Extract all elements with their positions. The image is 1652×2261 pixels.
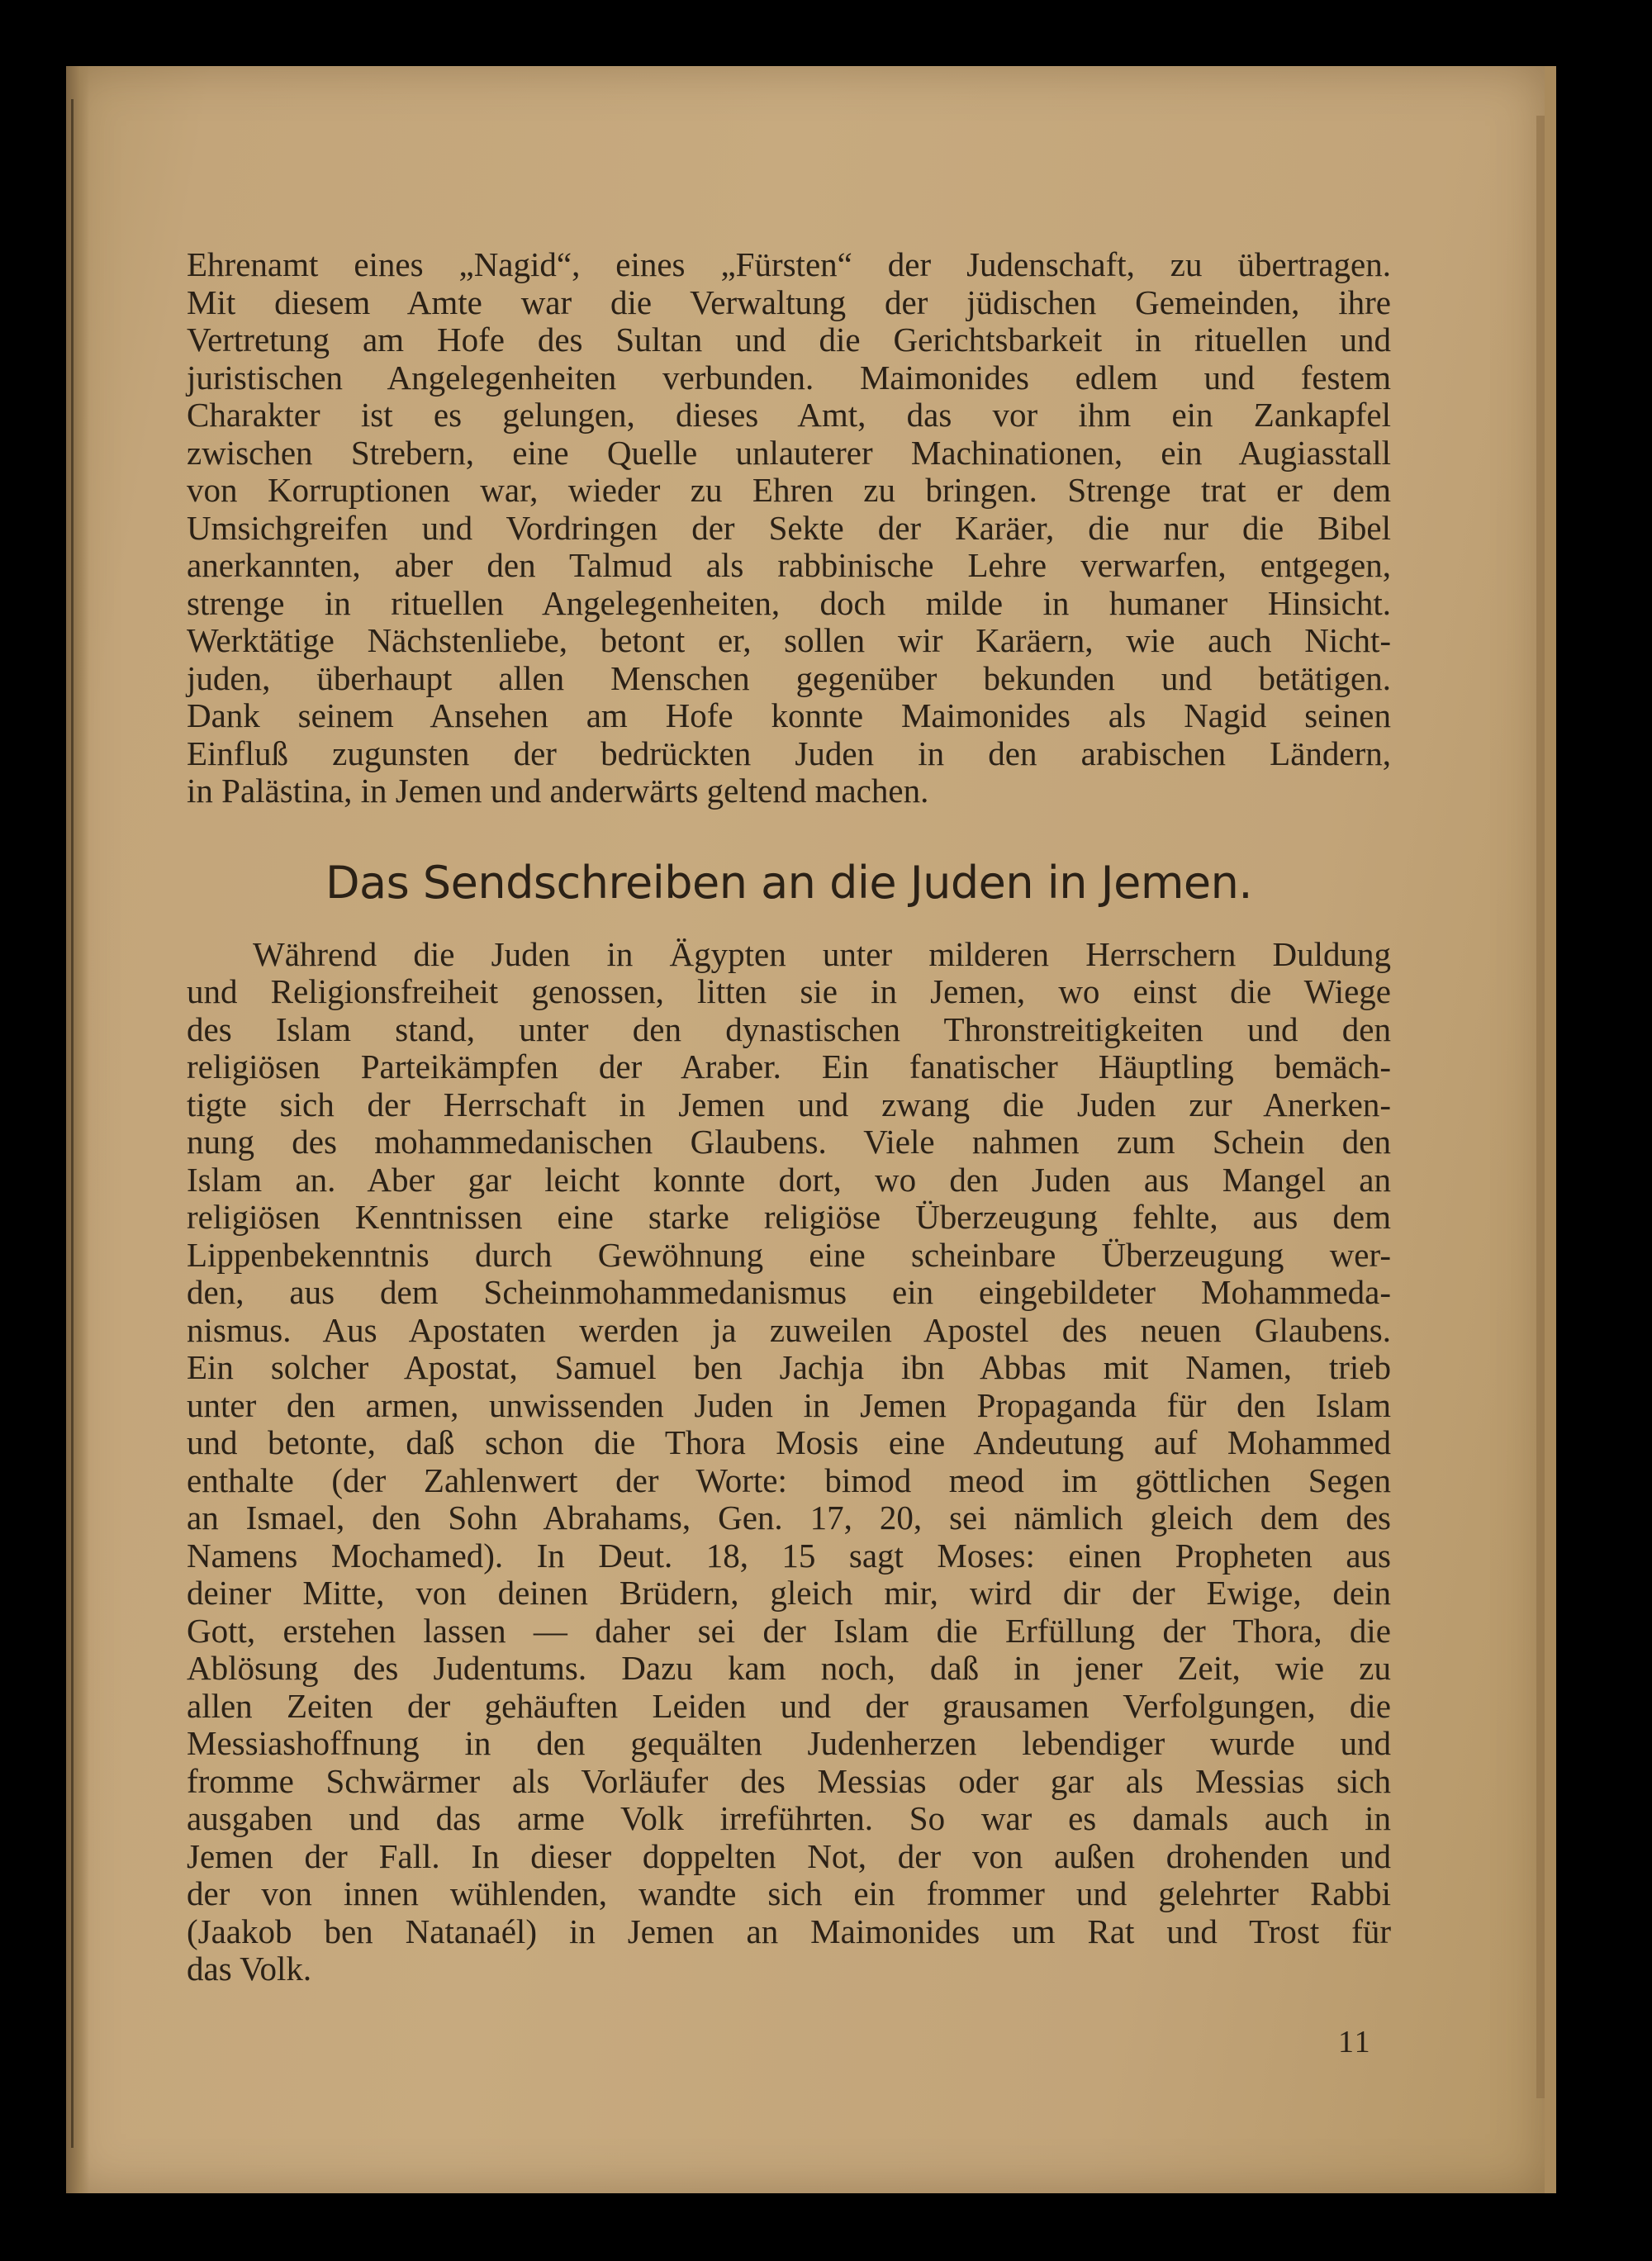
text-line: von Korruptionen war, wieder zu Ehren zu bringen. Strenge trat er dem [187, 471, 1391, 509]
page-fore-edge [1536, 116, 1545, 2098]
book-page [66, 66, 1556, 2193]
text-line: nismus. Aus Apostaten werden ja zuweilen Apostel des neuen Glaubens. [187, 1310, 1391, 1349]
text-line: enthalte (der Zahlenwert der Worte: bimod meod im göttlichen Segen [187, 1461, 1391, 1499]
page-gutter [66, 66, 89, 2193]
text-line: in Palästina, in Jemen und anderwärts geltend machen. [187, 772, 929, 810]
text-line: Jemen der Fall. In dieser doppelten Not, der von außen drohenden und [187, 1836, 1391, 1875]
text-line: deiner Mitte, von deinen Brüdern, gleich mir, wird dir der Ewige, dein [187, 1574, 1391, 1612]
paragraph-1 [187, 246, 1391, 810]
text-line: an Ismael, den Sohn Abrahams, Gen. 17, 20, sei nämlich gleich dem des [187, 1499, 1391, 1537]
gutter-binding-line [71, 99, 74, 2148]
text-line: juristischen Angelegenheiten verbunden. Maimonides edlem und festem [187, 358, 1391, 397]
paragraph-2 [187, 936, 1391, 1988]
text-line: Ablösung des Judentums. Dazu kam noch, daß in jener Zeit, wie zu [187, 1649, 1391, 1687]
text-line: Namens Mochamed). In Deut. 18, 15 sagt Moses: einen Propheten aus [187, 1536, 1391, 1575]
page-number: 11 [1338, 2025, 1372, 2059]
text-line: ausgaben und das arme Volk irreführten. So war es damals auch in [187, 1799, 1391, 1837]
text-line: (Jaakob ben Natanaél) in Jemen an Maimonides um Rat und Trost für [187, 1912, 1391, 1950]
text-line: Mit diesem Amte war die Verwaltung der jüdischen Gemeinden, ihre [187, 283, 1391, 321]
text-line: Werktätige Nächstenliebe, betont er, sollen wir Karäern, wie auch Nicht- [187, 621, 1391, 659]
text-line: und betonte, daß schon die Thora Mosis eine Andeutung auf Mohammed [187, 1423, 1391, 1461]
text-line: Messiashoffnung in den gequälten Judenherzen lebendiger wurde und [187, 1724, 1391, 1762]
text-line: Charakter ist es gelungen, dieses Amt, das vor ihm ein Zankapfel [187, 396, 1391, 434]
text-line: Während die Juden in Ägypten unter milderen Herrschern Duldung [253, 934, 1391, 973]
body-text [187, 246, 1391, 1988]
text-line: Islam an. Aber gar leicht konnte dort, wo den Juden aus Mangel an [187, 1160, 1391, 1199]
text-line: tigte sich der Herrschaft in Jemen und zwang die Juden zur Anerken- [187, 1085, 1391, 1123]
text-line: zwischen Strebern, eine Quelle unlauterer Machinationen, ein Augiasstall [187, 433, 1391, 472]
text-line: Umsichgreifen und Vordringen der Sekte der Karäer, die nur die Bibel [187, 508, 1391, 547]
text-line: der von innen wühlenden, wandte sich ein frommer und gelehrter Rabbi [187, 1874, 1391, 1912]
text-line: religiösen Kenntnissen eine starke religiöse Überzeugung fehlte, aus dem [187, 1198, 1391, 1236]
text-line: Ehrenamt eines „Nagid“, eines „Fürsten“ der Judenschaft, zu übertragen. [187, 245, 1391, 283]
text-line: Gott, erstehen lassen — daher sei der Islam die Erfüllung der Thora, die [187, 1611, 1391, 1650]
text-line: fromme Schwärmer als Vorläufer des Messias oder gar als Messias sich [187, 1761, 1391, 1800]
text-line: des Islam stand, unter den dynastischen Thronstreitigkeiten und den [187, 1009, 1391, 1048]
text-line: Dank seinem Ansehen am Hofe konnte Maimonides als Nagid seinen [187, 696, 1391, 734]
text-line: und Religionsfreiheit genossen, litten sie in Jemen, wo einst die Wiege [187, 972, 1391, 1010]
text-line: Vertretung am Hofe des Sultan und die Gerichtsbarkeit in rituellen und [187, 321, 1391, 359]
text-line: religiösen Parteikämpfen der Araber. Ein fanatischer Häuptling bemäch- [187, 1047, 1391, 1085]
text-line: Lippenbekenntnis durch Gewöhnung eine scheinbare Überzeugung wer- [187, 1235, 1391, 1274]
section-heading: Das Sendschreiben an die Juden in Jemen. [325, 856, 1253, 909]
text-line: nung des mohammedanischen Glaubens. Viele nahmen zum Schein den [187, 1123, 1391, 1161]
text-line: Ein solcher Apostat, Samuel ben Jachja ibn Abbas mit Namen, trieb [187, 1348, 1391, 1386]
text-line: anerkannten, aber den Talmud als rabbinische Lehre verwarfen, entgegen, [187, 546, 1391, 584]
text-line: juden, überhaupt allen Menschen gegenüber bekunden und betätigen. [187, 658, 1391, 697]
text-line: Einfluß zugunsten der bedrückten Juden in den arabischen Ländern, [187, 734, 1391, 772]
text-line: den, aus dem Scheinmohammedanismus ein eingebildeter Mohammeda- [187, 1273, 1391, 1311]
text-line: das Volk. [187, 1950, 312, 1988]
text-line: unter den armen, unwissenden Juden in Jemen Propaganda für den Islam [187, 1385, 1391, 1424]
text-line: strenge in rituellen Angelegenheiten, doch milde in humaner Hinsicht. [187, 583, 1391, 622]
text-line: allen Zeiten der gehäuften Leiden und der grausamen Verfolgungen, die [187, 1686, 1391, 1725]
